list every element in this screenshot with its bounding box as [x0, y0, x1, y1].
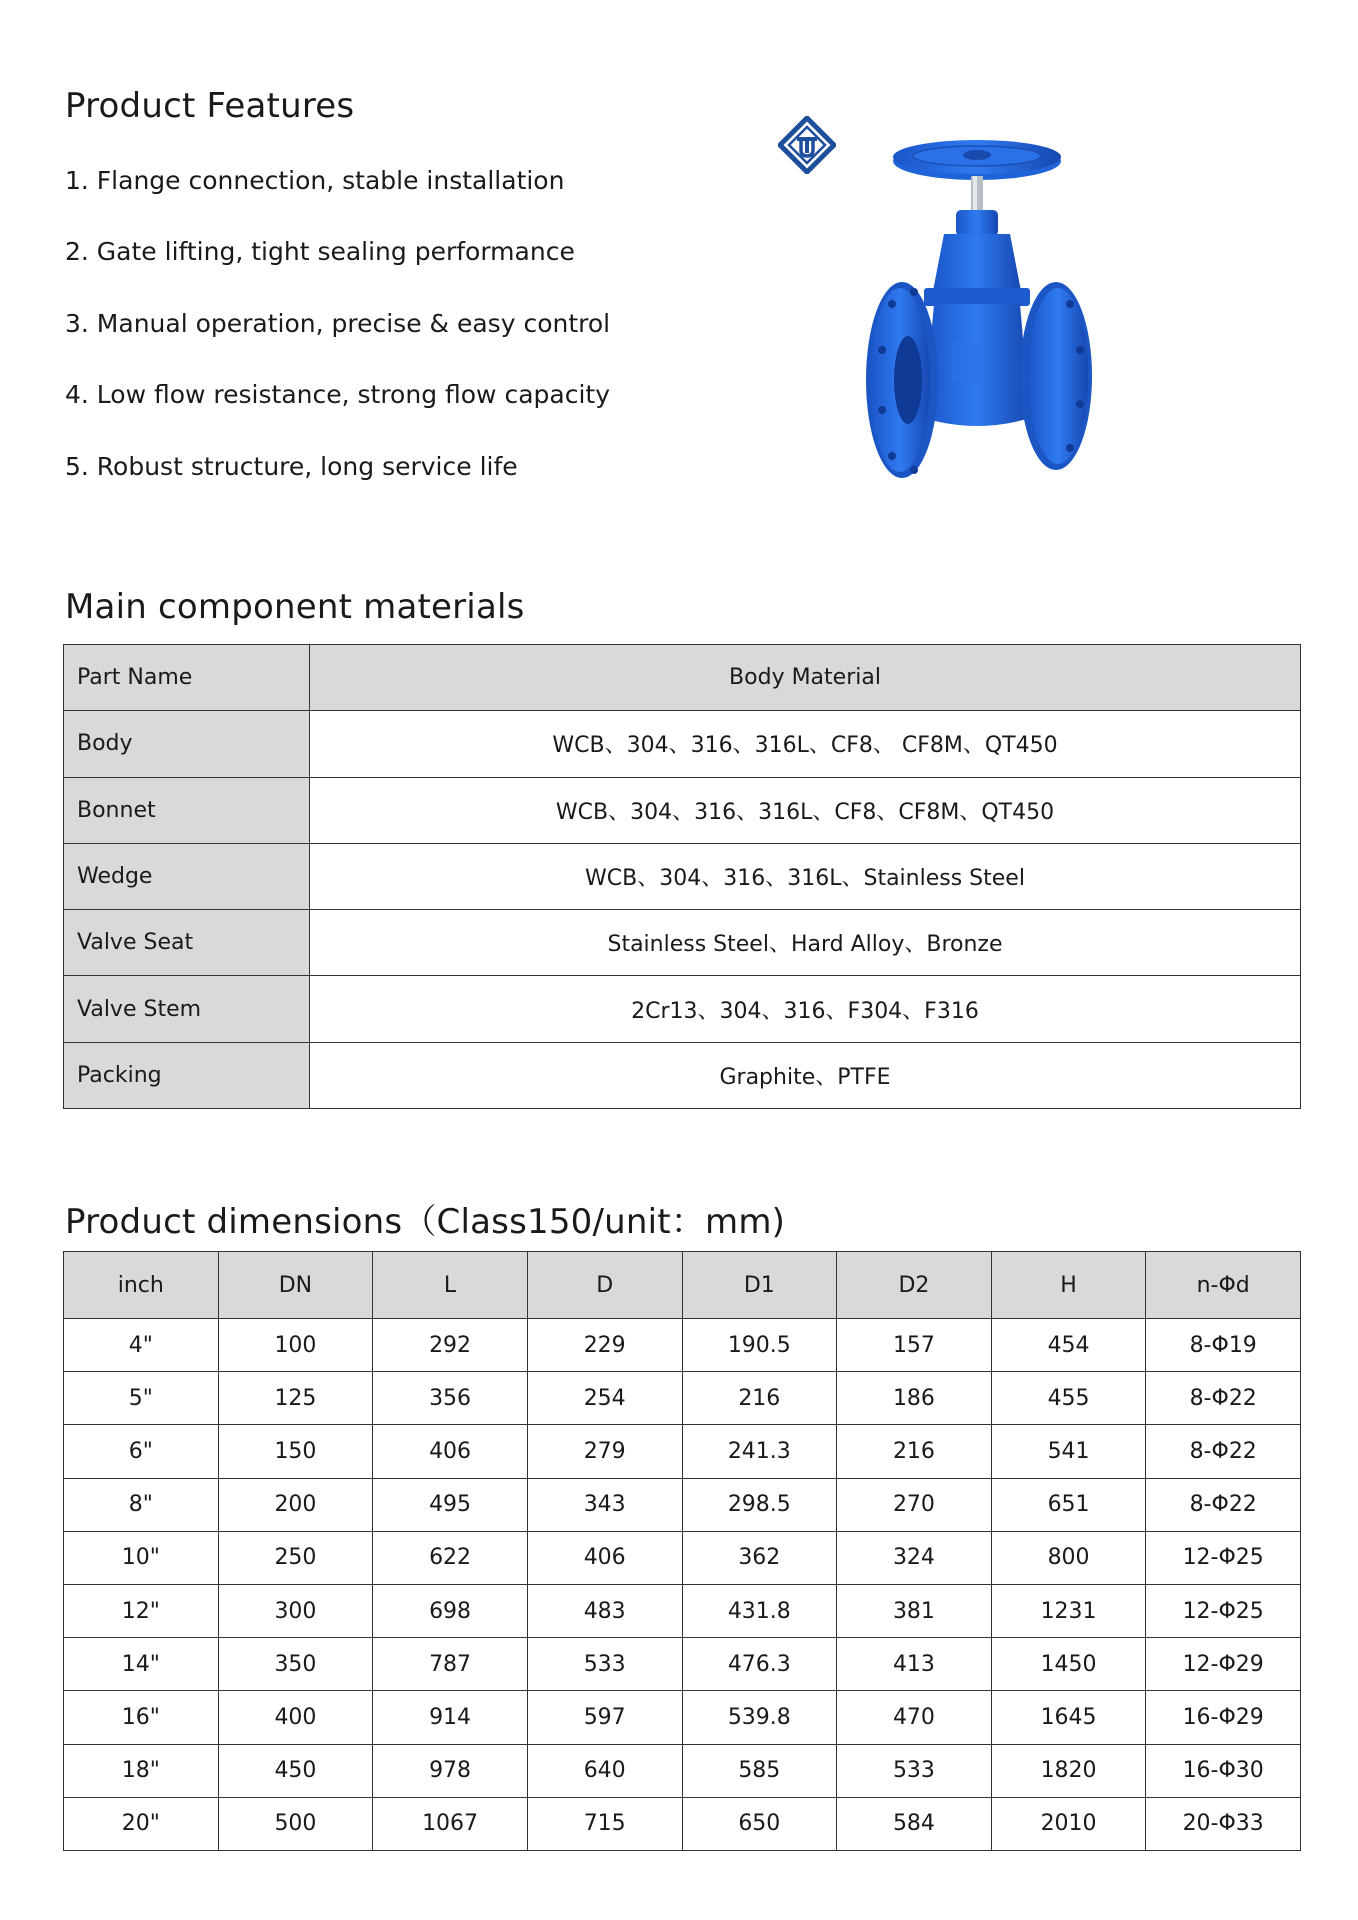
table-cell: 324	[837, 1531, 992, 1584]
table-cell: 8-Φ19	[1146, 1319, 1301, 1372]
table-cell: 483	[527, 1584, 682, 1637]
table-cell: 5"	[64, 1372, 219, 1425]
gate-valve-image	[860, 128, 1100, 503]
feature-item: 3. Manual operation, precise & easy control	[65, 309, 611, 338]
table-row	[64, 1531, 1301, 1584]
table-cell: 12-Φ25	[1146, 1531, 1301, 1584]
table-cell: 1450	[991, 1638, 1146, 1691]
table-cell: 597	[527, 1691, 682, 1744]
table-cell: 20-Φ33	[1146, 1797, 1301, 1850]
table-cell: 298.5	[682, 1478, 837, 1531]
brand-logo	[778, 116, 836, 174]
dimensions-table	[63, 1251, 1301, 1851]
table-cell: 400	[218, 1691, 373, 1744]
column-header: D	[527, 1252, 682, 1319]
part-name-cell: Valve Stem	[64, 976, 310, 1042]
table-cell: 250	[218, 1531, 373, 1584]
table-cell: 6"	[64, 1425, 219, 1478]
table-cell: 300	[218, 1584, 373, 1637]
table-cell: 16"	[64, 1691, 219, 1744]
table-row	[64, 1638, 1301, 1691]
table-row	[64, 1042, 1301, 1108]
table-cell: 454	[991, 1319, 1146, 1372]
table-cell: 698	[373, 1584, 528, 1637]
table-cell: 8"	[64, 1478, 219, 1531]
table-cell: 539.8	[682, 1691, 837, 1744]
column-header: Body Material	[310, 645, 1301, 711]
table-row	[64, 1744, 1301, 1797]
feature-item: 1. Flange connection, stable installation	[65, 166, 565, 195]
material-cell: Stainless Steel、Hard Alloy、Bronze	[310, 910, 1301, 976]
table-cell: 241.3	[682, 1425, 837, 1478]
table-cell: 413	[837, 1638, 992, 1691]
table-cell: 406	[527, 1531, 682, 1584]
table-cell: 343	[527, 1478, 682, 1531]
feature-item: 4. Low flow resistance, strong flow capacity	[65, 380, 610, 409]
table-row	[64, 910, 1301, 976]
table-row	[64, 1425, 1301, 1478]
table-row	[64, 843, 1301, 909]
table-row	[64, 711, 1301, 777]
table-cell: 533	[837, 1744, 992, 1797]
table-cell: 640	[527, 1744, 682, 1797]
dimensions-title: Product dimensions（Class150/unit：mm)	[65, 1202, 786, 1242]
table-cell: 1067	[373, 1797, 528, 1850]
table-cell: 356	[373, 1372, 528, 1425]
table-header-row	[64, 645, 1301, 711]
table-cell: 455	[991, 1372, 1146, 1425]
table-cell: 186	[837, 1372, 992, 1425]
feature-item: 5. Robust structure, long service life	[65, 452, 518, 481]
table-cell: 100	[218, 1319, 373, 1372]
table-row	[64, 976, 1301, 1042]
material-cell: 2Cr13、304、316、F304、F316	[310, 976, 1301, 1042]
table-cell: 495	[373, 1478, 528, 1531]
table-cell: 216	[682, 1372, 837, 1425]
table-row	[64, 1797, 1301, 1850]
table-cell: 8-Φ22	[1146, 1478, 1301, 1531]
table-cell: 800	[991, 1531, 1146, 1584]
table-cell: 16-Φ29	[1146, 1691, 1301, 1744]
table-header-row	[64, 1252, 1301, 1319]
table-cell: 533	[527, 1638, 682, 1691]
table-row	[64, 1372, 1301, 1425]
column-header: L	[373, 1252, 528, 1319]
table-cell: 1645	[991, 1691, 1146, 1744]
table-cell: 18"	[64, 1744, 219, 1797]
table-cell: 541	[991, 1425, 1146, 1478]
table-cell: 1820	[991, 1744, 1146, 1797]
table-cell: 20"	[64, 1797, 219, 1850]
part-name-cell: Wedge	[64, 843, 310, 909]
table-row	[64, 777, 1301, 843]
table-cell: 12-Φ29	[1146, 1638, 1301, 1691]
table-cell: 2010	[991, 1797, 1146, 1850]
part-name-cell: Valve Seat	[64, 910, 310, 976]
table-cell: 157	[837, 1319, 992, 1372]
table-cell: 200	[218, 1478, 373, 1531]
table-cell: 431.8	[682, 1584, 837, 1637]
column-header: inch	[64, 1252, 219, 1319]
table-row	[64, 1478, 1301, 1531]
table-row	[64, 1691, 1301, 1744]
material-cell: WCB、304、316、316L、CF8、CF8M、QT450	[310, 777, 1301, 843]
table-cell: 10"	[64, 1531, 219, 1584]
table-cell: 651	[991, 1478, 1146, 1531]
material-cell: WCB、304、316、316L、Stainless Steel	[310, 843, 1301, 909]
table-cell: 500	[218, 1797, 373, 1850]
table-cell: 476.3	[682, 1638, 837, 1691]
column-header: Part Name	[64, 645, 310, 711]
table-row	[64, 1584, 1301, 1637]
column-header: DN	[218, 1252, 373, 1319]
table-cell: 715	[527, 1797, 682, 1850]
part-name-cell: Body	[64, 711, 310, 777]
materials-title: Main component materials	[65, 587, 525, 627]
column-header: D1	[682, 1252, 837, 1319]
features-title: Product Features	[65, 86, 355, 126]
table-cell: 585	[682, 1744, 837, 1797]
table-cell: 14"	[64, 1638, 219, 1691]
table-cell: 16-Φ30	[1146, 1744, 1301, 1797]
table-cell: 914	[373, 1691, 528, 1744]
table-cell: 450	[218, 1744, 373, 1797]
table-cell: 978	[373, 1744, 528, 1797]
table-cell: 584	[837, 1797, 992, 1850]
table-cell: 1231	[991, 1584, 1146, 1637]
table-cell: 270	[837, 1478, 992, 1531]
table-cell: 362	[682, 1531, 837, 1584]
table-cell: 470	[837, 1691, 992, 1744]
material-cell: Graphite、PTFE	[310, 1042, 1301, 1108]
column-header: D2	[837, 1252, 992, 1319]
table-cell: 8-Φ22	[1146, 1372, 1301, 1425]
table-cell: 150	[218, 1425, 373, 1478]
column-header: n-Φd	[1146, 1252, 1301, 1319]
table-cell: 12-Φ25	[1146, 1584, 1301, 1637]
table-cell: 4"	[64, 1319, 219, 1372]
table-row	[64, 1319, 1301, 1372]
table-cell: 787	[373, 1638, 528, 1691]
table-cell: 279	[527, 1425, 682, 1478]
table-cell: 622	[373, 1531, 528, 1584]
feature-item: 2. Gate lifting, tight sealing performance	[65, 237, 575, 266]
part-name-cell: Bonnet	[64, 777, 310, 843]
table-cell: 12"	[64, 1584, 219, 1637]
column-header: H	[991, 1252, 1146, 1319]
table-cell: 125	[218, 1372, 373, 1425]
table-cell: 650	[682, 1797, 837, 1850]
part-name-cell: Packing	[64, 1042, 310, 1108]
table-cell: 8-Φ22	[1146, 1425, 1301, 1478]
table-cell: 350	[218, 1638, 373, 1691]
material-cell: WCB、304、316、316L、CF8、 CF8M、QT450	[310, 711, 1301, 777]
table-cell: 292	[373, 1319, 528, 1372]
table-cell: 406	[373, 1425, 528, 1478]
table-cell: 190.5	[682, 1319, 837, 1372]
table-cell: 381	[837, 1584, 992, 1637]
table-cell: 229	[527, 1319, 682, 1372]
materials-table	[63, 644, 1301, 1109]
table-cell: 216	[837, 1425, 992, 1478]
table-cell: 254	[527, 1372, 682, 1425]
